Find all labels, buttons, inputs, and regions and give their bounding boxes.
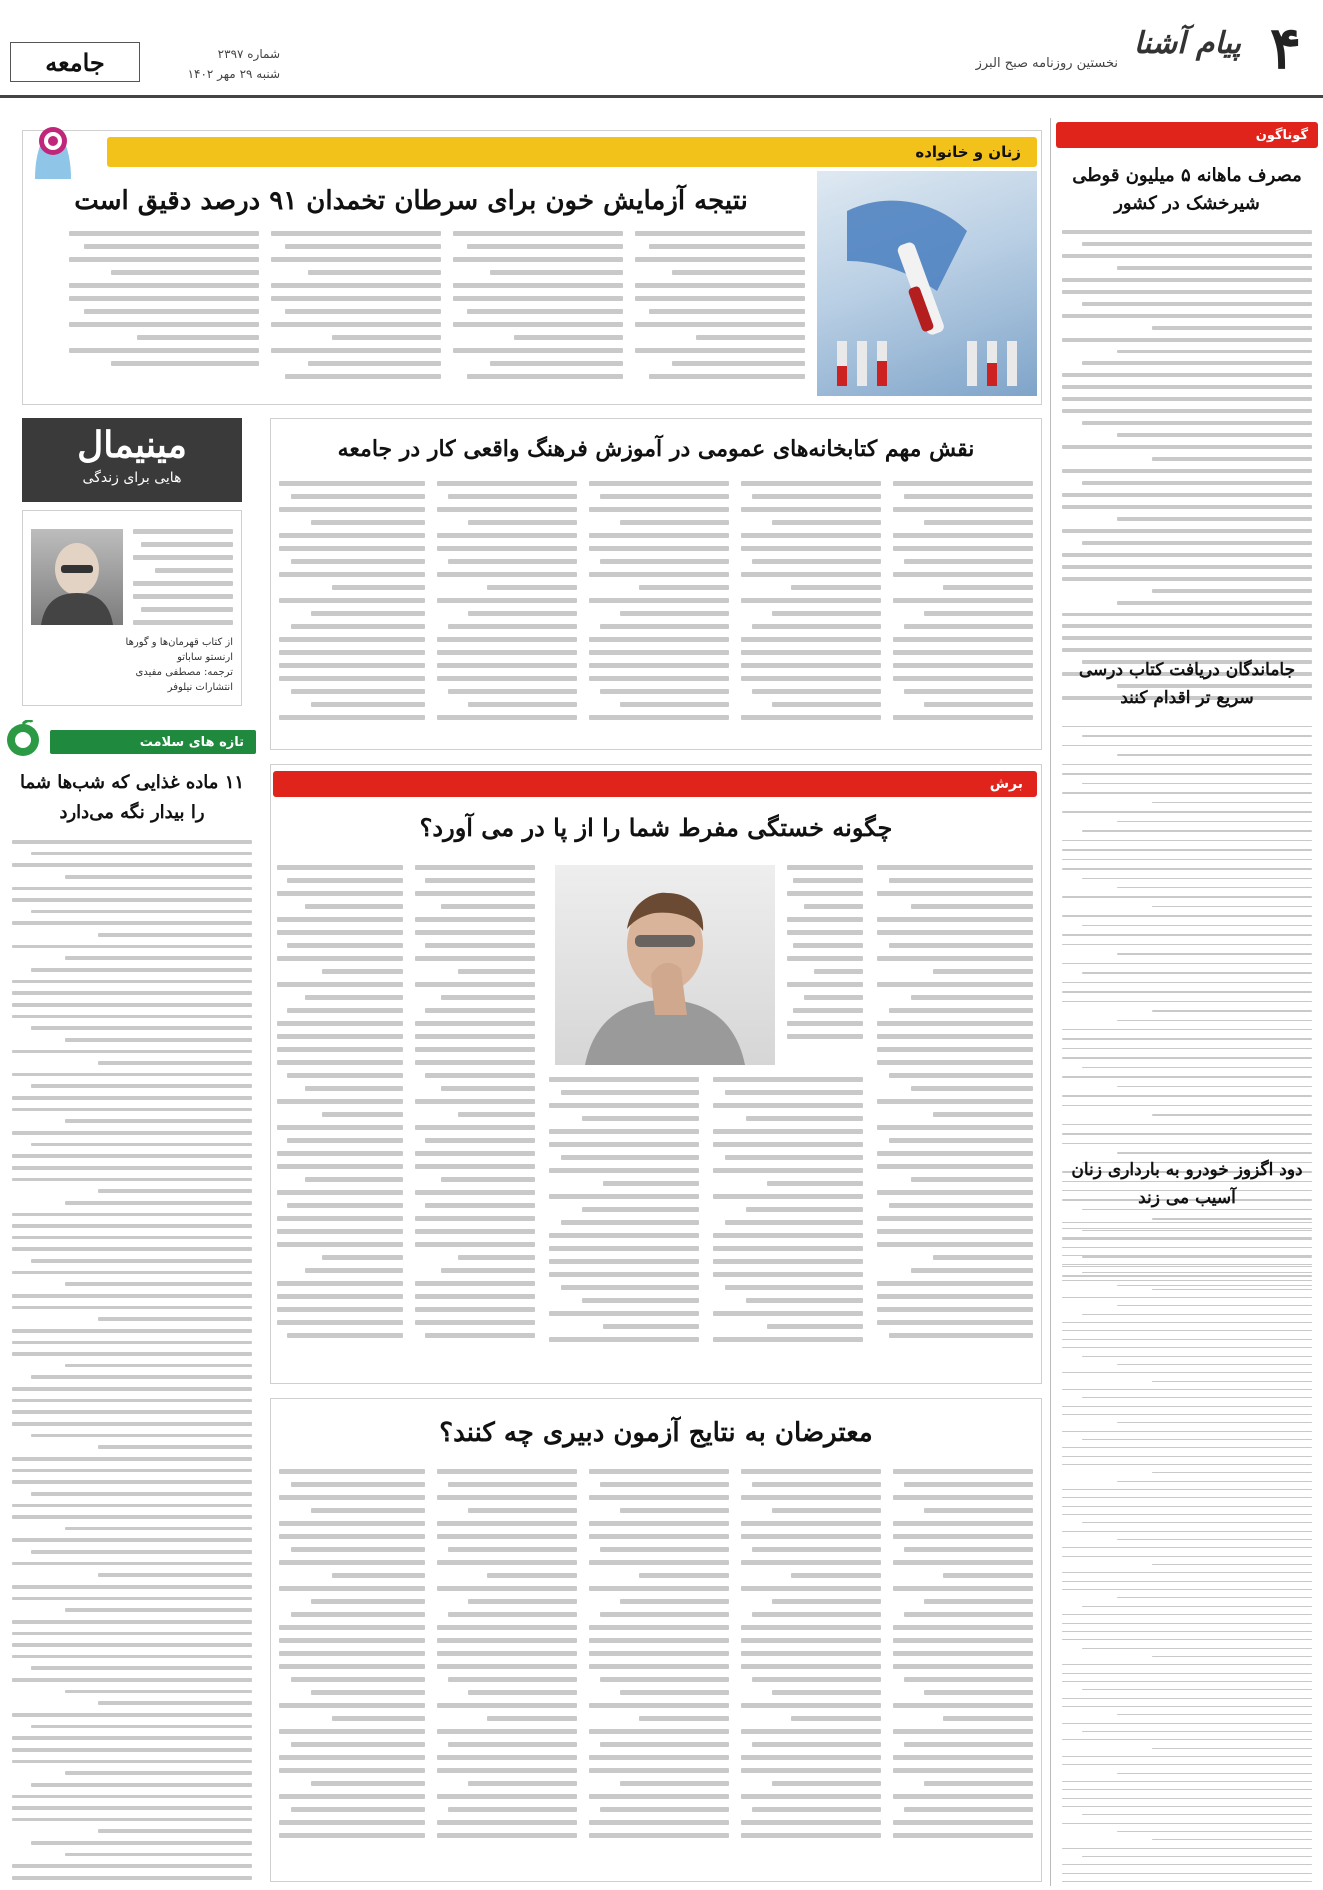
- sidebar-column: [1056, 120, 1318, 1885]
- exam-col4: [437, 1469, 577, 1873]
- exam-col3: [589, 1469, 729, 1873]
- sidebar-story2-title: جاماندگان دریافت کتاب درسی سریع تر اقدام کنند: [1078, 660, 1296, 708]
- issue-info: [150, 44, 280, 84]
- exam-col1: [893, 1469, 1033, 1873]
- fatigue-title: چگونه خستگی مفرط شما را از پا در می آورد؟: [419, 813, 893, 842]
- section-title: جامعه: [45, 47, 105, 77]
- masthead: [0, 0, 1323, 98]
- book-publisher: انتشارات نیلوفر: [167, 682, 233, 693]
- fatigue-col1: [877, 865, 1033, 1375]
- health-column: [4, 720, 256, 1885]
- exam-col5: [279, 1469, 425, 1873]
- fatigue-label-bar: [273, 771, 1037, 797]
- fatigue-label: برش: [989, 776, 1023, 792]
- library-col5: [279, 481, 425, 743]
- library-col1: [893, 481, 1033, 743]
- fatigue-col4: [549, 1077, 699, 1375]
- book-translator: ترجمه: مصطفی مفیدی: [135, 667, 233, 678]
- sidebar-divider: [1050, 118, 1051, 1886]
- library-title: نقش مهم کتابخانه‌های عمومی در آموزش فرهنگ واقعی کار در جامعه: [337, 436, 975, 462]
- health-label-bar: [50, 730, 256, 754]
- fatigue-col6: [277, 865, 403, 1375]
- top-story-label: زنان و خانواده: [915, 143, 1021, 161]
- book-title: از کتاب قهرمان‌ها و گورها: [125, 637, 233, 648]
- issue-number: شماره ۲۳۹۷: [217, 47, 280, 61]
- sidebar-story3-body: [1062, 1222, 1312, 1882]
- section-tab: [10, 42, 140, 82]
- tired-man-photo: [555, 865, 775, 1065]
- apple-icon: [4, 720, 42, 758]
- exam-col2: [741, 1469, 881, 1873]
- tagline: نخستین روزنامه صبح البرز: [975, 56, 1118, 71]
- family-icon: [27, 117, 79, 187]
- page-number: ۴: [1269, 14, 1301, 82]
- book-panel: [22, 418, 242, 708]
- library-story: [270, 418, 1042, 750]
- top-story: [22, 130, 1042, 405]
- sidebar-story1-title: مصرف ماهانه ۵ میلیون قوطی شیرخشک در کشور: [1072, 165, 1302, 214]
- top-story-col1: [635, 231, 805, 399]
- sidebar-label-bar: [1056, 122, 1318, 148]
- blood-sample-photo: [817, 171, 1037, 396]
- book-card: [22, 510, 242, 706]
- fatigue-story: [270, 764, 1042, 1384]
- health-body: [12, 840, 252, 1880]
- sidebar-label: گوناگون: [1255, 127, 1308, 143]
- library-col4: [437, 481, 577, 743]
- exam-title: معترضان به نتایج آزمون دبیری چه کنند؟: [439, 1418, 873, 1448]
- book-caption: [33, 635, 233, 695]
- author-photo: [31, 529, 123, 625]
- minimal-banner-subtitle: هایی برای زندگی: [82, 470, 182, 486]
- book-author: ارنستو ساباتو: [177, 652, 233, 663]
- fatigue-col2: [787, 865, 863, 1065]
- quote-text: [133, 529, 233, 625]
- sidebar-story1-body: [1062, 230, 1312, 700]
- logo: پیام آشنا: [1133, 26, 1241, 61]
- top-story-col4: [69, 231, 259, 399]
- top-story-title: نتیجه آزمایش خون برای سرطان تخمدان ۹۱ درصد دقیق است: [74, 186, 748, 216]
- top-story-col2: [453, 231, 623, 399]
- library-col2: [741, 481, 881, 743]
- issue-date: شنبه ۲۹ مهر ۱۴۰۲: [187, 67, 280, 81]
- top-story-label-bar: [107, 137, 1037, 167]
- fatigue-col5: [415, 865, 535, 1375]
- fatigue-col3: [713, 1077, 863, 1375]
- health-label: تازه های سلامت: [139, 734, 244, 750]
- top-story-col3: [271, 231, 441, 399]
- library-col3: [589, 481, 729, 743]
- minimal-banner-title: مینیمال: [77, 424, 187, 466]
- exam-story: [270, 1398, 1042, 1882]
- health-title: ۱۱ ماده غذایی که شب‌ها شما را بیدار نگه می‌دارد: [19, 772, 245, 823]
- sidebar-story3-title: دود اگزوز خودرو به بارداری زنان آسیب می زند: [1071, 1160, 1303, 1208]
- minimal-banner: [22, 418, 242, 502]
